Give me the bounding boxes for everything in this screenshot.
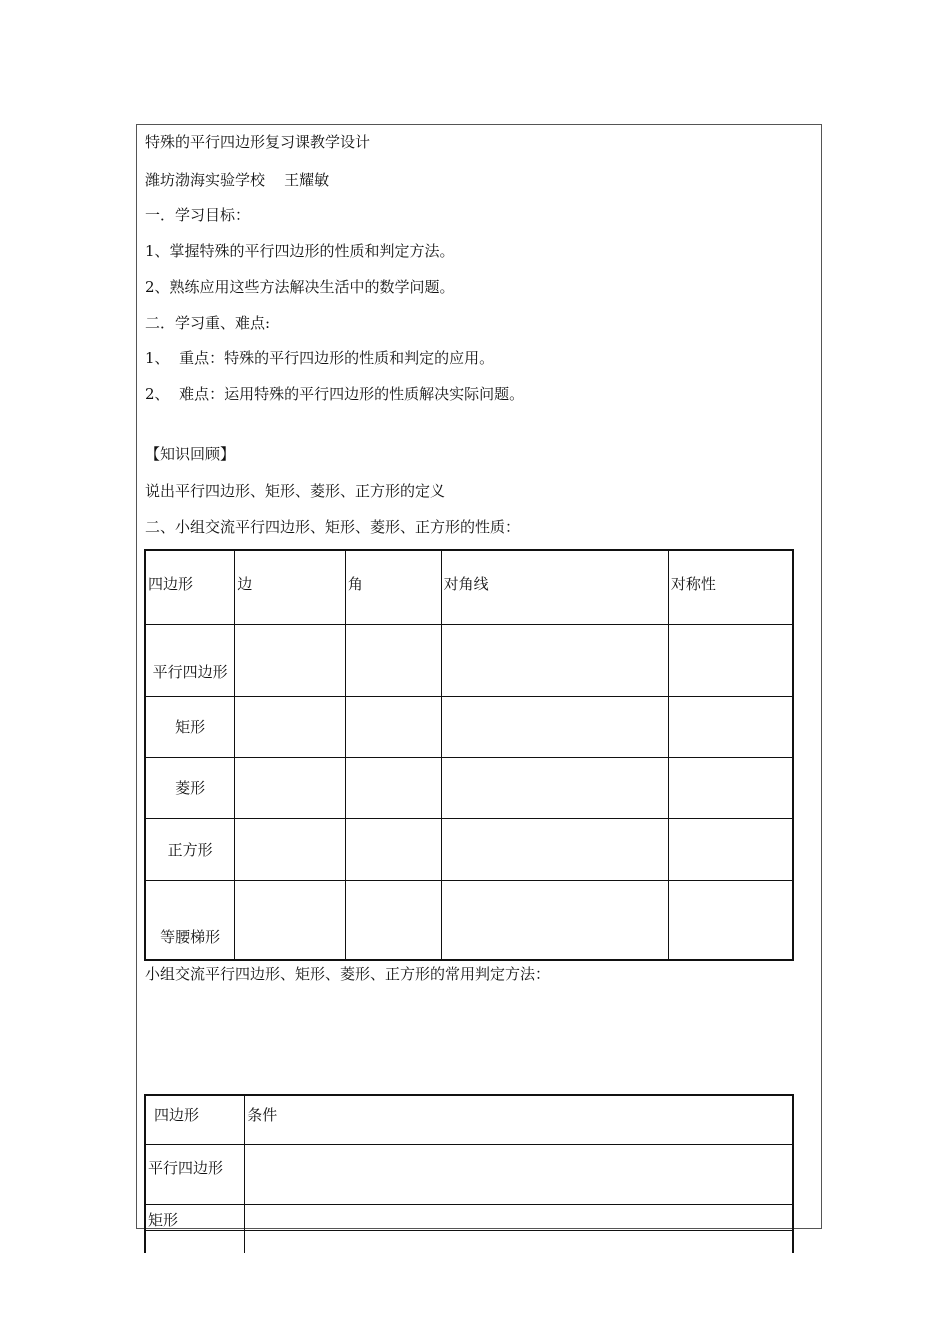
row-label-rectangle: 矩形 xyxy=(145,696,235,757)
table-cell[interactable] xyxy=(235,880,346,960)
table-cell[interactable] xyxy=(245,1204,793,1230)
table-row xyxy=(145,880,793,960)
table-row xyxy=(145,1230,793,1253)
header-angles: 角 xyxy=(345,550,441,624)
goal-item-1: 1、掌握特殊的平行四边形的性质和判定方法。 xyxy=(145,242,455,260)
table-cell[interactable] xyxy=(668,696,793,757)
table-cell[interactable] xyxy=(668,880,793,960)
row-label-rectangle: 矩形 xyxy=(145,1204,245,1230)
row-label-parallelogram: 平行四边形 xyxy=(145,624,235,696)
table-cell[interactable] xyxy=(668,818,793,880)
table-cell[interactable] xyxy=(235,757,346,818)
row-label-parallelogram: 平行四边形 xyxy=(145,1144,245,1204)
table-cell[interactable] xyxy=(668,757,793,818)
table-cell[interactable] xyxy=(245,1144,793,1204)
table-cell[interactable] xyxy=(441,696,668,757)
row-label-isosceles-trapezoid: 等腰梯形 xyxy=(145,880,235,960)
table-cell[interactable] xyxy=(345,696,441,757)
header-symmetry: 对称性 xyxy=(668,550,793,624)
section-heading-goals: 一．学习目标： xyxy=(145,206,251,224)
keypoint-item-1: 1、 重点：特殊的平行四边形的性质和判定的应用。 xyxy=(145,349,495,367)
conditions-table xyxy=(144,1094,794,1253)
table-cell[interactable] xyxy=(345,624,441,696)
header-shape: 四边形 xyxy=(145,550,235,624)
header-condition: 条件 xyxy=(245,1095,793,1144)
header-diagonals: 对角线 xyxy=(441,550,668,624)
properties-table xyxy=(144,549,794,961)
table-cell[interactable] xyxy=(235,696,346,757)
table-row xyxy=(145,818,793,880)
table-row xyxy=(145,1204,793,1230)
table-cell[interactable] xyxy=(345,757,441,818)
review-question-2: 二、小组交流平行四边形、矩形、菱形、正方形的性质： xyxy=(145,518,521,536)
review-question-1: 说出平行四边形、矩形、菱形、正方形的定义 xyxy=(145,482,446,500)
table-row xyxy=(145,696,793,757)
review-heading: 【知识回顾】 xyxy=(145,445,236,463)
table-row xyxy=(145,757,793,818)
table-cell[interactable] xyxy=(441,880,668,960)
table-cell[interactable] xyxy=(235,818,346,880)
section-heading-keypoints: 二．学习重、难点: xyxy=(145,314,271,332)
goal-item-2: 2、熟练应用这些方法解决生活中的数学问题。 xyxy=(145,278,455,296)
doc-title: 特殊的平行四边形复习课教学设计 xyxy=(145,133,371,151)
table-cell[interactable] xyxy=(345,880,441,960)
methods-prompt: 小组交流平行四边形、矩形、菱形、正方形的常用判定方法： xyxy=(145,965,551,983)
table-row xyxy=(145,624,793,696)
header-sides: 边 xyxy=(235,550,346,624)
table-cell[interactable] xyxy=(235,624,346,696)
header-shape: 四边形 xyxy=(145,1095,245,1144)
table-cell[interactable] xyxy=(441,624,668,696)
author-line: 潍坊渤海实验学校 王耀敏 xyxy=(145,171,330,189)
table-header-row xyxy=(145,550,793,624)
table-header-row xyxy=(145,1095,793,1144)
keypoint-item-2: 2、 难点：运用特殊的平行四边形的性质解决实际问题。 xyxy=(145,385,525,403)
row-label-square: 正方形 xyxy=(145,818,235,880)
row-label-empty xyxy=(145,1230,245,1253)
table-cell[interactable] xyxy=(441,757,668,818)
row-label-rhombus: 菱形 xyxy=(145,757,235,818)
table-row xyxy=(145,1144,793,1204)
table-cell[interactable] xyxy=(441,818,668,880)
table-cell[interactable] xyxy=(345,818,441,880)
table-cell[interactable] xyxy=(668,624,793,696)
table-cell[interactable] xyxy=(245,1230,793,1253)
